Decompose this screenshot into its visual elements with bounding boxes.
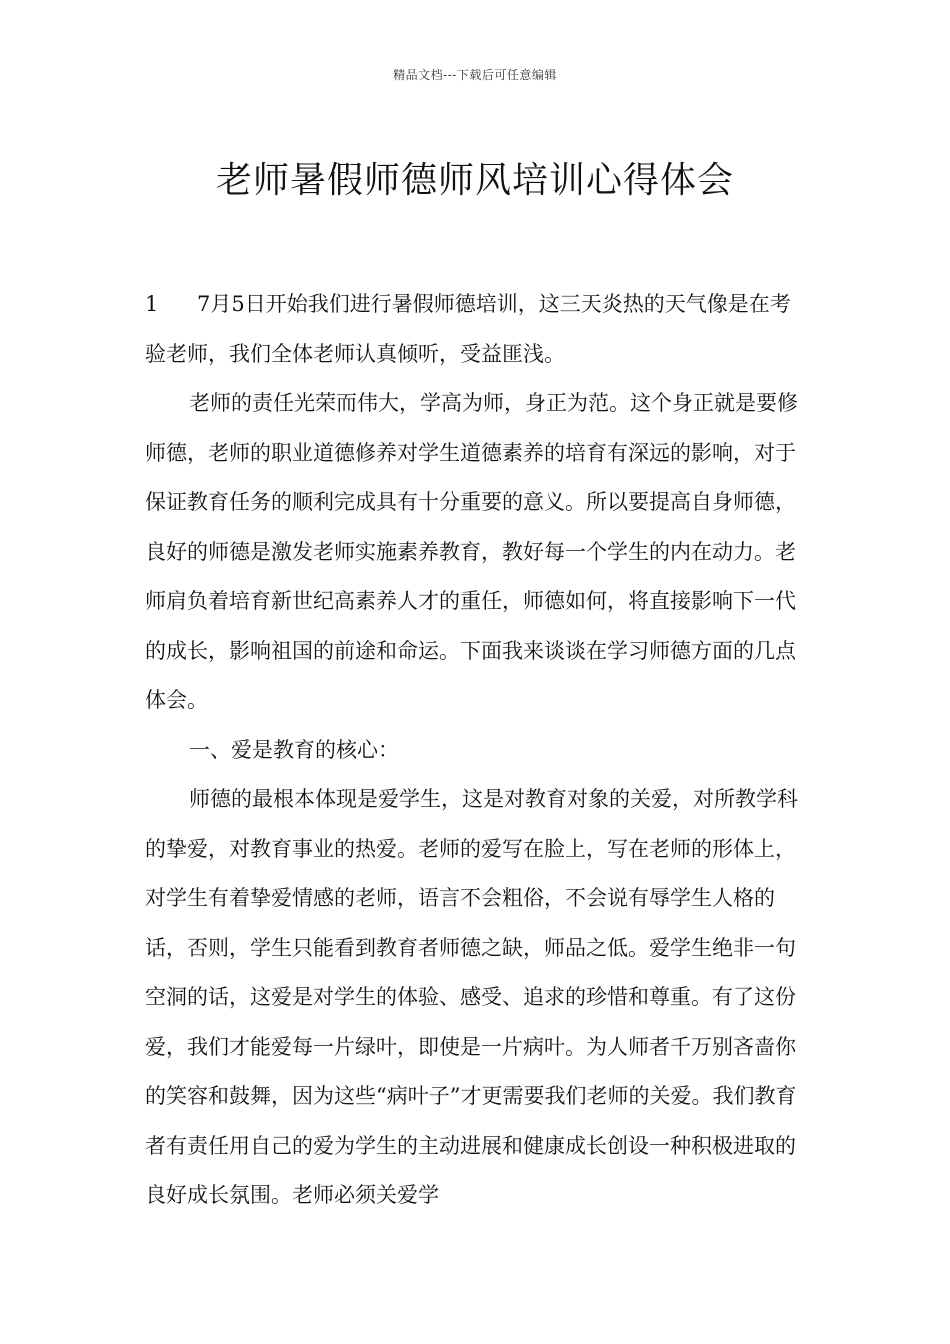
- document-title: 老师暑假师德师风培训心得体会: [215, 160, 734, 202]
- section-heading-1: 一、爱是教育的核心：: [189, 737, 399, 762]
- paragraph-2: 老师的责任光荣而伟大，学高为师，身正为范。这个身正就是要修师德，老师的职业道德修养对学生道德素养的培育有深远的影响，对于保证教育任务的顺利完成具有十分重要的意义。所以要提高自身师德，良好的师德是激发老师实施素养教育，教好每一个学生的内在动力。老师肩负着培育新世纪高素养人才的重任，师德如何，将直接影响下一代的成长，影响祖国的前途和命运。下面我来谈谈在学习师德方面的几点体会。: [145, 391, 798, 712]
- paragraph-text: 7月5日开始我们进行暑假师德培训，这三天炎热的天气像是在考验老师，我们全体老师认真倾听，受益匪浅。: [145, 292, 791, 366]
- document-body: [145, 280, 810, 1221]
- paragraph-3: 师德的最根本体现是爱学生，这是对教育对象的关爱，对所教学科的挚爱，对教育事业的热爱。老师的爱写在脸上，写在老师的形体上，对学生有着挚爱情感的老师，语言不会粗俗，不会说有辱学生人格的话，否则，学生只能看到教育者师德之缺，师品之低。爱学生绝非一句空洞的话，这爱是对学生的体验、感受、追求的珍惜和尊重。有了这份爱，我们才能爱每一片绿叶，即使是一片病叶。为人师者千万别吝啬你的笑容和鼓舞，因为这些“病叶子”才更需要我们老师的关爱。我们教育者有责任用自己的爱为学生的主动进展和健康成长创设一种积极进取的良好成长氛围。老师必须关爱学: [145, 787, 798, 1207]
- paragraph-number: 1: [145, 292, 159, 316]
- paragraph-1: [145, 280, 810, 379]
- header-note: 精品文档---下载后可任意编辑: [393, 68, 557, 82]
